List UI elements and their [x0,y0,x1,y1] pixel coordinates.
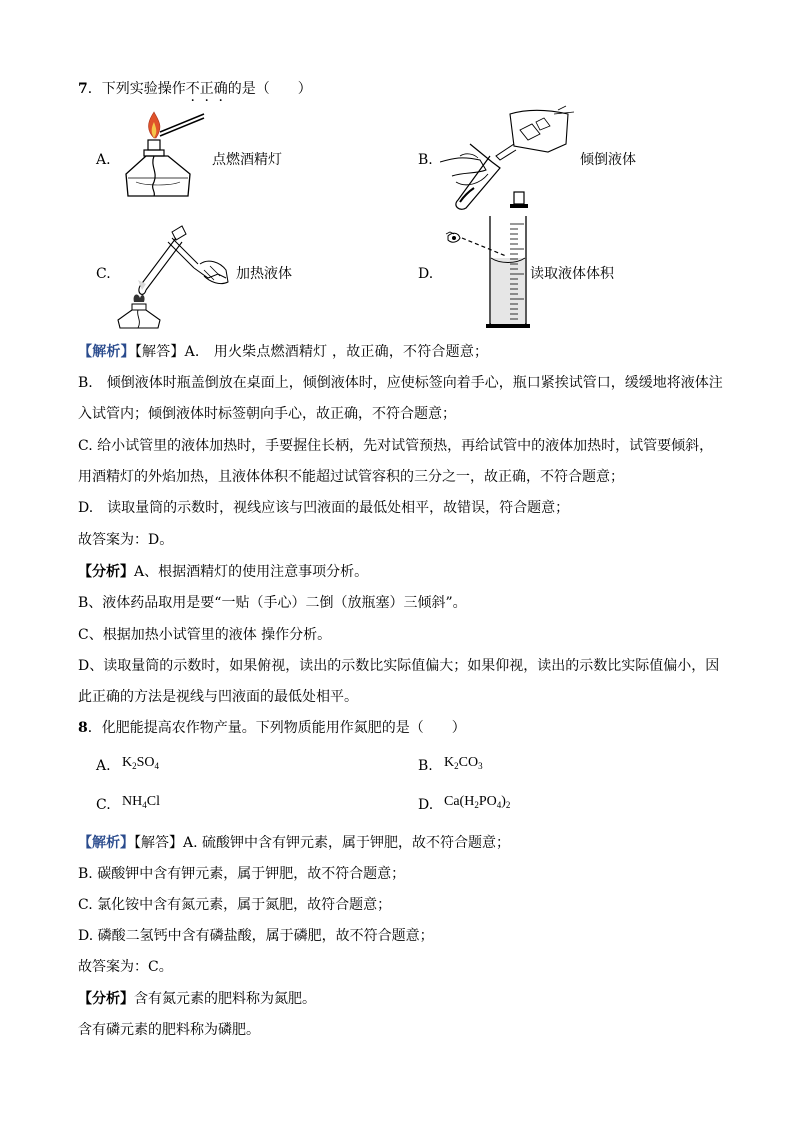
q7-stem-after: 的是（ ） [227,81,312,97]
q7-stem-dotted [186,81,228,97]
q7-option-c-label: 加热液体 [236,266,292,282]
q7-fenxi-tag: 【分析】 [78,564,134,580]
q7-option-b-letter: B. [418,152,433,168]
q8-stem [78,718,466,738]
q8-option-c-letter: C. [96,797,111,813]
emphasis-char: 确 [213,81,228,97]
q7-stem-before: ．下列实验操作 [87,81,186,97]
q8-option-b-formula: $K_2CO_3$ [444,755,483,771]
heating-liquid-figure [116,224,232,330]
q7-analysis-line-d: D. 读取量筒的示数时，视线应该与凹液面的最低处相平，故错误，符合题意； [78,500,570,516]
q7-fenxi-line-c: C、根据加热小试管里的液体 操作分析。 [78,627,332,643]
q8-analysis-line-b: B. 碳酸钾中含有钾元素，属于钾肥，故不符合题意； [78,866,406,882]
q7-analysis-line-a [78,342,778,362]
q8-solution-tag: 【解答】 [134,835,183,851]
q8-option-c-formula: $NH_4Cl$ [122,794,160,810]
q7-option-b-label: 倾倒液体 [580,152,636,168]
q8-option-a-formula: $K_2SO_4$ [122,755,160,771]
q7-analysis-line-c1: C. 给小试管里的液体加热时，手要握住长柄，先对试管预热，再给试管中的液体加热时，试管要倾斜， [78,438,714,454]
q7-answer: 故答案为：D。 [78,532,174,548]
q7-analysis-tag: 【解析】 [78,344,135,360]
q7-option-a-label: 点燃酒精灯 [212,152,282,168]
q8-option-d-formula: $Ca(H_2PO_4)_2$ [444,794,511,810]
q8-analysis-a-text: A. 硫酸钾中含有钾元素，属于钾肥，故不符合题意； [183,835,511,851]
q8-option-d-letter: D. [418,797,434,813]
q8-analysis-line-d: D. 磷酸二氢钙中含有磷盐酸，属于磷肥，故不符合题意； [78,928,434,944]
q7-fenxi-line-a [78,562,368,582]
emphasis-char: 不 [185,81,200,97]
q7-analysis-a-text: A. 用火柴点燃酒精灯 ，故正确，不符合题意； [184,344,489,360]
q8-analysis-line-a [78,833,510,853]
q7-analysis-line-c2: 用酒精灯的外焰加热，且液体体积不能超过试管容积的三分之一，故正确，不符合题意； [78,469,624,485]
q7-option-d-letter: D. [418,266,434,282]
q8-option-b-letter: B. [418,758,433,774]
q7-solution-tag: 【解答】 [134,344,185,360]
q8-fenxi-line-2: 含有磷元素的肥料称为磷肥。 [78,1022,260,1038]
q7-stem [78,79,312,99]
q7-fenxi-line-b: B、液体药品取用是要“一贴（手心）二倒（放瓶塞）三倾斜”。 [78,595,467,611]
q7-option-d-label: 读取液体体积 [530,266,614,282]
q8-fenxi-line-1 [78,989,316,1009]
q8-option-a-letter: A. [96,758,111,774]
q8-stem-text: ．化肥能提高农作物产量。下列物质能用作氮肥的是（ ） [87,720,466,736]
q7-fenxi-line-d1: D、读取量筒的示数时，如果俯视，读出的示数比实际值偏大；如果仰视，读出的示数比实际值偏小，因 [78,658,720,674]
emphasis-char: 正 [199,81,214,97]
q8-fenxi-tag: 【分析】 [78,991,134,1007]
q7-fenxi-a-text: A、根据酒精灯的使用注意事项分析。 [134,564,369,580]
q8-answer: 故答案为：C。 [78,959,173,975]
q7-option-a-letter: A. [96,152,111,168]
q8-analysis-line-c: C. 氯化铵中含有氮元素，属于氮肥，故符合题意； [78,897,392,913]
graduated-cylinder-figure [444,190,534,330]
q7-analysis-line-b1: B. 倾倒液体时瓶盖倒放在桌面上，倾倒液体时，应使标签向着手心，瓶口紧挨试管口，缓缓地将液体注 [78,375,723,391]
q7-analysis-line-b2: 入试管内；倾倒液体时标签朝向手心，故正确，不符合题意； [78,406,456,422]
alcohol-lamp-lighting-figure [116,108,208,204]
q8-analysis-tag: 【解析】 [78,835,134,851]
q8-number: 8 [78,720,88,736]
q7-number: 7 [78,81,88,97]
q7-fenxi-line-d2: 此正确的方法是视线与凹液面的最低处相平。 [78,689,358,705]
q8-fenxi-line1-text: 含有氮元素的肥料称为氮肥。 [134,991,316,1007]
q7-option-c-letter: C. [96,266,111,282]
